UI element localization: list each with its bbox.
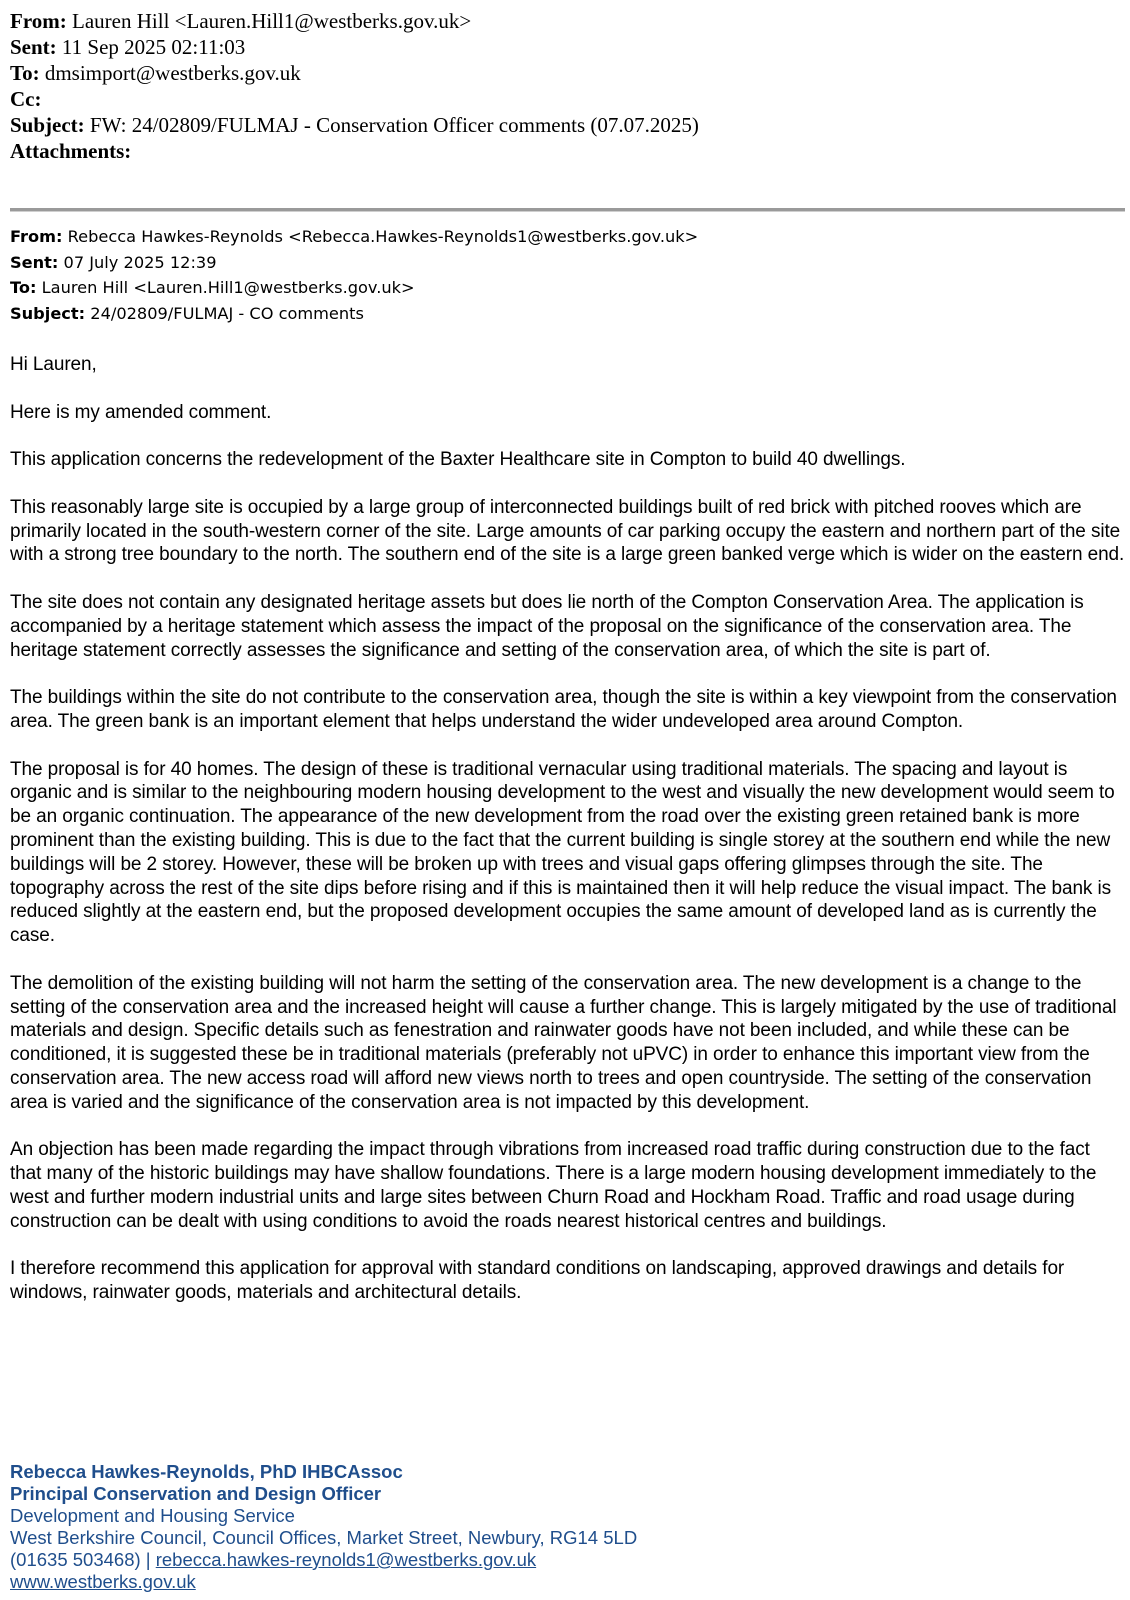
- header-subject-value: FW: 24/02809/FULMAJ - Conservation Officer comments (07.07.2025): [89, 113, 699, 137]
- forwarded-sent-row: [10, 250, 1110, 276]
- forwarded-sent-label: Sent:: [10, 252, 59, 272]
- header-to-label: To:: [10, 61, 40, 85]
- forwarded-from-row: [10, 224, 1110, 250]
- header-attachments-label: Attachments:: [10, 139, 132, 163]
- body-paragraph: This reasonably large site is occupied by a large group of interconnected buildings built of red brick with pitched rooves which are primarily located in the south-western corner of the site. Large amounts of car parking occupy the eastern and northern part of the site with a strong tree boundary to the north. The southern end of the site is a large green banked verge which is wider on the eastern end.: [10, 496, 1125, 566]
- header-from-value: Lauren Hill <Lauren.Hill1@westberks.gov.uk>: [72, 9, 472, 33]
- body-paragraph: An objection has been made regarding the impact through vibrations from increased road traffic during construction due to the fact that many of the historic buildings may have shallow foundations. There is a large modern housing development immediately to the west and further modern industrial units and large sites between Churn Road and Hockham Road. Traffic and road usage during construction can be dealt with using conditions to avoid the roads nearest historical centres and buildings.: [10, 1139, 1097, 1232]
- forwarded-subject-label: Subject:: [10, 303, 86, 323]
- header-sent-row: [10, 34, 1110, 60]
- greeting: Hi Lauren,: [10, 354, 97, 375]
- forwarded-subject-row: [10, 301, 1110, 327]
- header-attachments-row: [10, 138, 1110, 164]
- header-cc-label: Cc:: [10, 87, 42, 111]
- header-cc-row: [10, 86, 1110, 112]
- body-paragraph: The site does not contain any designated heritage assets but does lie north of the Compton Conservation Area. The application is accompanied by a heritage statement which assess the impact of the proposal on the significance of the conservation area. The heritage statement correctly assesses the significance and setting of the conservation area, of which the site is part of.: [10, 591, 1084, 661]
- email-header: [10, 8, 1110, 164]
- header-sent-label: Sent:: [10, 35, 57, 59]
- forwarded-to-row: [10, 275, 1110, 301]
- email-body: [10, 353, 1125, 1329]
- signature-department: Development and Housing Service: [10, 1505, 295, 1526]
- header-subject-row: [10, 112, 1110, 138]
- body-paragraph: I therefore recommend this application for approval with standard conditions on landscaping, approved drawings and details for windows, rainwater goods, materials and architectural details.: [10, 1258, 1065, 1304]
- email-signature: [10, 1461, 1110, 1593]
- signature-title: Principal Conservation and Design Officer: [10, 1483, 382, 1504]
- header-divider: [10, 208, 1125, 212]
- header-to-row: [10, 60, 1110, 86]
- signature-address: West Berkshire Council, Council Offices, Market Street, Newbury, RG14 5LD: [10, 1527, 638, 1548]
- header-to-value: dmsimport@westberks.gov.uk: [44, 61, 301, 85]
- signature-website-line: [10, 1571, 1110, 1593]
- body-paragraph: This application concerns the redevelopment of the Baxter Healthcare site in Compton to build 40 dwellings.: [10, 449, 906, 471]
- forwarded-header: [10, 224, 1110, 326]
- forwarded-subject-value: 24/02809/FULMAJ - CO comments: [90, 303, 364, 323]
- signature-phone: (01635 503468) |: [10, 1549, 156, 1570]
- forwarded-to-label: To:: [10, 278, 37, 297]
- signature-name: Rebecca Hawkes-Reynolds, PhD IHBCAssoc: [10, 1461, 403, 1482]
- forwarded-sent-value: 07 July 2025 12:39: [63, 252, 217, 272]
- forwarded-to-value: Lauren Hill <Lauren.Hill1@westberks.gov.uk>: [41, 278, 415, 297]
- forwarded-from-label: From:: [10, 227, 63, 246]
- header-from-row: [10, 8, 1110, 34]
- body-paragraph: The proposal is for 40 homes. The design of these is traditional vernacular using traditional materials. The spacing and layout is organic and is similar to the neighbouring modern housing development to the west and visually the new development would seem to be an organic continuation. The appearance of the new development from the road over the existing green retained bank is more prominent than the existing building. This is due to the fact that the current building is single storey at the southern end while the new buildings will be 2 storey. However, these will be broken up with trees and visual gaps offering glimpses through the site. The topography across the rest of the site dips before rising and if this is maintained then it will help reduce the visual impact. The bank is reduced slightly at the eastern end, but the proposed development occupies the same amount of developed land as is currently the case.: [10, 758, 1115, 947]
- signature-website-link[interactable]: www.westberks.gov.uk: [10, 1571, 196, 1592]
- header-sent-value: 11 Sep 2025 02:11:03: [61, 35, 246, 59]
- body-paragraph: Here is my amended comment.: [10, 401, 272, 423]
- signature-contact-line: [10, 1549, 1110, 1571]
- body-paragraph: The buildings within the site do not contribute to the conservation area, though the site is within a key viewpoint from the conservation area. The green bank is an important element that helps understand the wider undeveloped area around Compton.: [10, 687, 1117, 732]
- body-paragraph: The demolition of the existing building will not harm the setting of the conservation area. The new development is a change to the setting of the conservation area and the increased height will cause a further change. This is largely mitigated by the use of traditional materials and design. Specific details such as fenestration and rainwater goods have not been included, and while these can be conditioned, it is suggested these be in traditional materials (preferably not uPVC) in order to enhance this important view from the conservation area. The new access road will afford new views north to trees and open countryside. The setting of the conservation area is varied and the significance of the conservation area is not impacted by this development.: [10, 972, 1117, 1113]
- header-subject-label: Subject:: [10, 113, 85, 137]
- signature-email-link[interactable]: rebecca.hawkes-reynolds1@westberks.gov.uk: [155, 1549, 537, 1570]
- forwarded-from-value: Rebecca Hawkes-Reynolds <Rebecca.Hawkes-Reynolds1@westberks.gov.uk>: [67, 227, 699, 246]
- header-from-label: From:: [10, 9, 67, 33]
